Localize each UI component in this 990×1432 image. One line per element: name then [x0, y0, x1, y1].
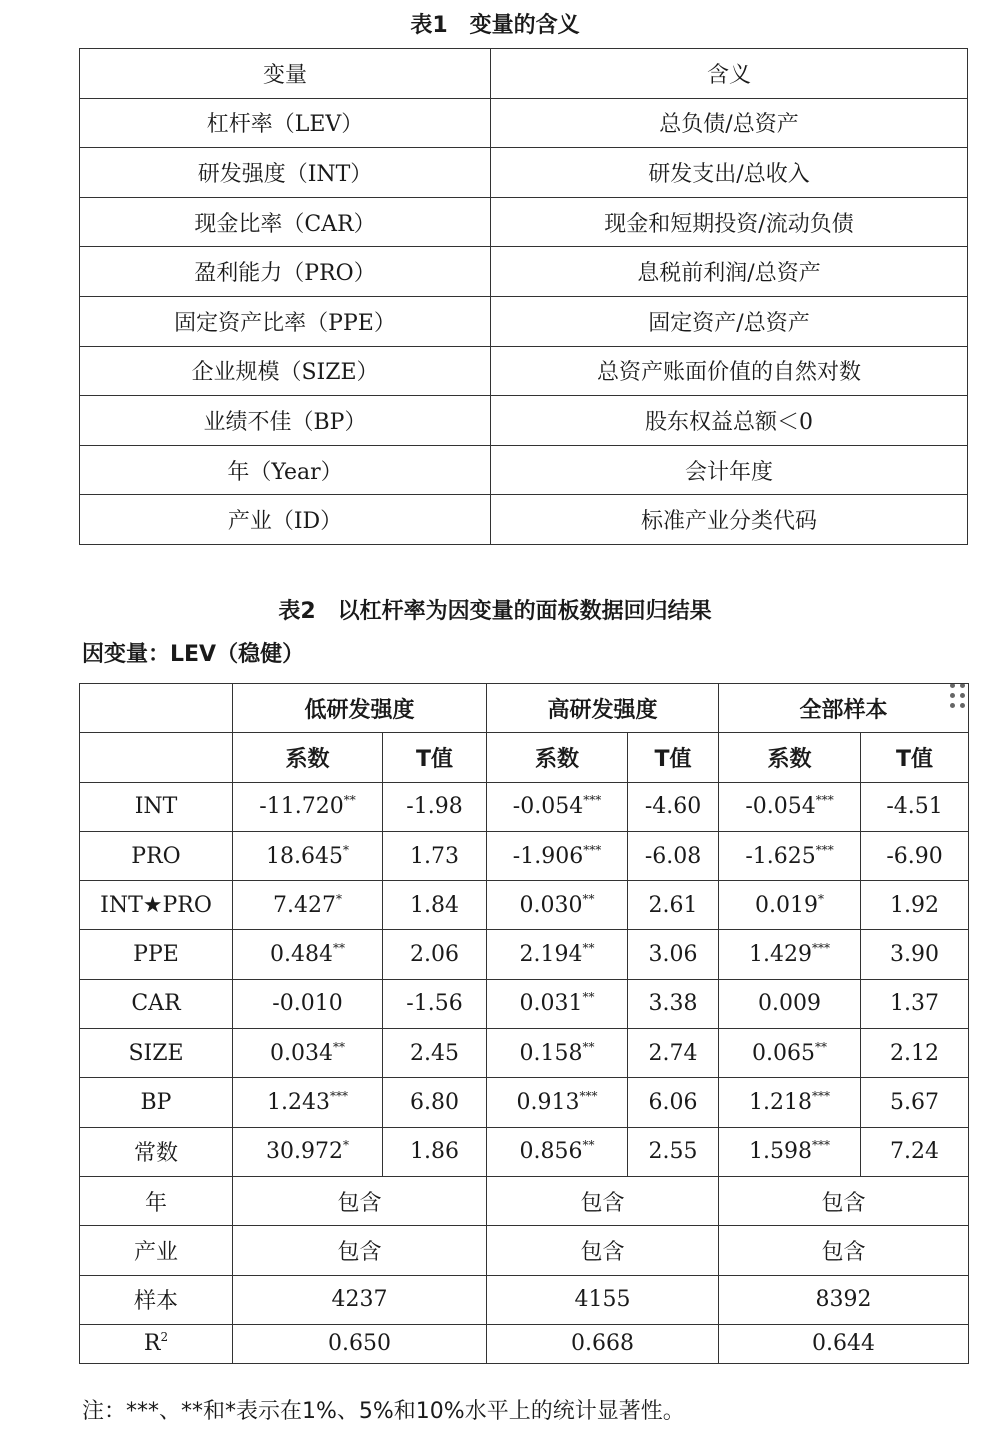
table1-row [80, 98, 968, 148]
table1-row [80, 396, 968, 446]
variable-label-cell: 年 [80, 1176, 233, 1225]
significance-stars: ** [582, 990, 595, 1005]
t-value-cell [861, 881, 969, 930]
significance-stars: *** [583, 793, 602, 808]
cell-value: 1.429 [749, 942, 813, 968]
variable-name-cell: 现金比率（CAR） [80, 197, 491, 247]
coefficient-cell [719, 881, 861, 930]
summary-value-cell: 4155 [487, 1275, 719, 1324]
group-header-cell: 高研发强度 [487, 684, 719, 733]
variable-label-cell: INT [80, 782, 233, 831]
coefficient-cell [233, 1127, 383, 1176]
variable-definition-cell: 现金和短期投资/流动负债 [491, 197, 968, 247]
t-value-cell [861, 1127, 969, 1176]
variable-definition-cell: 息税前利润/总资产 [491, 247, 968, 297]
subheader-cell: T值 [628, 733, 719, 782]
cell-value: 2.194 [519, 942, 583, 968]
table1-row [80, 247, 968, 297]
t-value-cell [628, 881, 719, 930]
significance-stars: *** [329, 1089, 348, 1104]
significance-stars: ** [582, 1039, 595, 1054]
subheader-cell: 系数 [487, 733, 628, 782]
cell-value: 1.84 [410, 892, 459, 918]
cell-value: 1.598 [749, 1139, 813, 1165]
variable-definition-cell: 股东权益总额＜0 [491, 396, 968, 446]
table1-row [80, 495, 968, 545]
table2-corner-cell [80, 733, 233, 782]
summary-value-cell: 包含 [719, 1176, 969, 1225]
significance-stars: *** [815, 793, 834, 808]
variable-definition-cell: 总资产账面价值的自然对数 [491, 346, 968, 396]
cell-value: 1.73 [410, 843, 459, 869]
coefficient-cell [233, 930, 383, 979]
variable-label-cell: INT★PRO [80, 881, 233, 930]
table2-row [80, 831, 969, 880]
coefficient-cell [233, 881, 383, 930]
coefficient-cell [233, 979, 383, 1028]
group-header-cell: 低研发强度 [233, 684, 487, 733]
coefficient-cell [487, 979, 628, 1028]
cell-value: 0.034 [270, 1040, 333, 1066]
cell-value: 7.24 [890, 1139, 940, 1165]
table1-header-cell: 变量 [80, 49, 491, 99]
cell-value: 5.67 [890, 1090, 940, 1116]
cell-value: 30.972 [266, 1139, 343, 1165]
cell-value: 0.913 [516, 1090, 580, 1116]
cell-value: 0.031 [519, 991, 583, 1017]
variable-label-cell: SIZE [80, 1029, 233, 1078]
t-value-cell [628, 782, 719, 831]
t-value-cell [861, 831, 969, 880]
table1-row [80, 197, 968, 247]
variable-label-cell: PPE [80, 930, 233, 979]
coefficient-cell [487, 1127, 628, 1176]
table2-row [80, 881, 969, 930]
significance-stars: ** [815, 1039, 828, 1054]
cell-value: 1.92 [890, 892, 940, 918]
variable-label-cell: BP [80, 1078, 233, 1127]
table2-group-header-row [80, 684, 969, 733]
significance-stars: ** [582, 1138, 595, 1153]
cell-value: 6.06 [648, 1090, 698, 1116]
group-header-cell: 全部样本 [719, 684, 969, 733]
cell-value: 18.645 [266, 843, 343, 869]
cell-value: 2.12 [890, 1040, 940, 1066]
t-value-cell [383, 1127, 487, 1176]
cell-value: -1.56 [406, 991, 463, 1017]
t-value-cell [383, 1029, 487, 1078]
t-value-cell [628, 1078, 719, 1127]
significance-stars: * [335, 891, 342, 906]
coefficient-cell [719, 930, 861, 979]
table2-subheader-row [80, 733, 969, 782]
coefficient-cell [233, 1078, 383, 1127]
coefficient-cell [487, 1029, 628, 1078]
t-value-cell [861, 782, 969, 831]
t-value-cell [861, 979, 969, 1028]
coefficient-cell [233, 831, 383, 880]
t-value-cell [628, 1029, 719, 1078]
summary-value-cell: 包含 [487, 1226, 719, 1275]
r2-superscript: 2 [160, 1330, 169, 1345]
cell-value: 0.009 [758, 991, 822, 1017]
coefficient-cell [233, 1029, 383, 1078]
cell-value: 1.37 [890, 991, 940, 1017]
table2-title: 表2 以杠杆率为因变量的面板数据回归结果 [278, 599, 712, 624]
table2-row [80, 1078, 969, 1127]
variable-label-cell: 产业 [80, 1226, 233, 1275]
cell-value: 0.019 [755, 892, 819, 918]
coefficient-cell [719, 1029, 861, 1078]
table-note: 注：***、**和*表示在1%、5%和10%水平上的统计显著性。 [82, 1399, 685, 1424]
table2-summary-row [80, 1176, 969, 1225]
t-value-cell [861, 1078, 969, 1127]
r2-label: R [143, 1331, 161, 1357]
cell-value: 1.86 [410, 1139, 459, 1165]
cell-value: -4.51 [886, 794, 943, 820]
t-value-cell [861, 930, 969, 979]
significance-stars: ** [332, 1039, 345, 1054]
t-value-cell [383, 831, 487, 880]
coefficient-cell [487, 881, 628, 930]
coefficient-cell [719, 979, 861, 1028]
table2-row [80, 930, 969, 979]
table1-header-cell: 含义 [491, 49, 968, 99]
summary-value-cell: 包含 [233, 1226, 487, 1275]
variable-name-cell: 研发强度（INT） [80, 148, 491, 198]
table1-row [80, 148, 968, 198]
significance-stars: ** [582, 891, 595, 906]
table1-header-row [80, 49, 968, 99]
cell-value: 3.06 [648, 942, 698, 968]
variable-definition-cell: 固定资产/总资产 [491, 296, 968, 346]
variable-name-cell: 盈利能力（PRO） [80, 247, 491, 297]
table1-row [80, 346, 968, 396]
cell-value: -0.054 [745, 794, 816, 820]
variable-definition-cell: 总负债/总资产 [491, 98, 968, 148]
cell-value: 7.427 [273, 892, 336, 918]
variable-definition-cell: 研发支出/总收入 [491, 148, 968, 198]
variable-definition-cell: 标准产业分类代码 [491, 495, 968, 545]
cell-value: 2.74 [648, 1040, 698, 1066]
subheader-cell: 系数 [719, 733, 861, 782]
table1-row [80, 445, 968, 495]
cell-value: 0.030 [519, 892, 583, 918]
cell-value: 0.484 [270, 942, 333, 968]
coefficient-cell [719, 1127, 861, 1176]
table2-row [80, 1029, 969, 1078]
coefficient-cell [719, 831, 861, 880]
cell-value: -1.625 [745, 843, 816, 869]
cell-value: -11.720 [259, 794, 344, 820]
r2-value-cell: 0.668 [487, 1324, 719, 1363]
variable-label-cell: PRO [80, 831, 233, 880]
cell-value: 2.61 [648, 892, 698, 918]
cell-value: -6.08 [644, 843, 702, 869]
summary-value-cell: 包含 [719, 1226, 969, 1275]
r2-label-cell [80, 1324, 233, 1363]
significance-stars: *** [812, 1138, 831, 1153]
t-value-cell [628, 930, 719, 979]
summary-value-cell: 包含 [487, 1176, 719, 1225]
coefficient-cell [719, 1078, 861, 1127]
table2-row [80, 1127, 969, 1176]
significance-stars: *** [812, 941, 831, 956]
significance-stars: ** [332, 941, 345, 956]
t-value-cell [383, 930, 487, 979]
coefficient-cell [487, 930, 628, 979]
t-value-cell [383, 782, 487, 831]
cell-value: -6.90 [886, 843, 943, 869]
significance-stars: *** [815, 842, 834, 857]
variable-name-cell: 企业规模（SIZE） [80, 346, 491, 396]
variable-label-cell: 常数 [80, 1127, 233, 1176]
coefficient-cell [487, 1078, 628, 1127]
variable-name-cell: 产业（ID） [80, 495, 491, 545]
t-value-cell [383, 1078, 487, 1127]
table1 [79, 48, 968, 545]
t-value-cell [628, 831, 719, 880]
subheader-cell: 系数 [233, 733, 383, 782]
t-value-cell [628, 1127, 719, 1176]
variable-label-cell: CAR [80, 979, 233, 1028]
table1-row [80, 296, 968, 346]
variable-name-cell: 年（Year） [80, 445, 491, 495]
significance-stars: *** [579, 1089, 598, 1104]
t-value-cell [383, 881, 487, 930]
cell-value: 2.55 [648, 1139, 698, 1165]
variable-name-cell: 固定资产比率（PPE） [80, 296, 491, 346]
cell-value: -0.054 [512, 794, 584, 820]
subheader-cell: T值 [383, 733, 487, 782]
cell-value: 6.80 [410, 1090, 459, 1116]
table1-title: 表1 变量的含义 [410, 13, 580, 38]
table2-corner-cell [80, 684, 233, 733]
cell-value: -1.98 [406, 794, 463, 820]
cell-value: 0.158 [519, 1040, 583, 1066]
dependent-variable-label: 因变量：LEV（稳健） [82, 642, 305, 667]
subheader-cell: T值 [861, 733, 969, 782]
cell-value: 2.45 [410, 1040, 459, 1066]
r2-value-cell: 0.644 [719, 1324, 969, 1363]
table2 [79, 683, 969, 1364]
table2-summary-row [80, 1275, 969, 1324]
cell-value: -4.60 [644, 794, 702, 820]
significance-stars: ** [582, 941, 595, 956]
summary-value-cell: 4237 [233, 1275, 487, 1324]
variable-definition-cell: 会计年度 [491, 445, 968, 495]
variable-name-cell: 杠杆率（LEV） [80, 98, 491, 148]
r2-value-cell: 0.650 [233, 1324, 487, 1363]
table2-r2-row [80, 1324, 969, 1363]
summary-value-cell: 包含 [233, 1176, 487, 1225]
summary-value-cell: 8392 [719, 1275, 969, 1324]
cell-value: -0.010 [272, 991, 343, 1017]
cell-value: 0.065 [752, 1040, 816, 1066]
significance-stars: * [342, 842, 349, 857]
significance-stars: * [818, 891, 825, 906]
t-value-cell [383, 979, 487, 1028]
significance-stars: *** [812, 1089, 831, 1104]
table2-summary-row [80, 1226, 969, 1275]
significance-stars: * [342, 1138, 349, 1153]
cell-value: 1.243 [267, 1090, 330, 1116]
t-value-cell [861, 1029, 969, 1078]
significance-stars: ** [343, 793, 356, 808]
variable-name-cell: 业绩不佳（BP） [80, 396, 491, 446]
coefficient-cell [719, 782, 861, 831]
cell-value: 3.90 [890, 942, 940, 968]
coefficient-cell [487, 782, 628, 831]
variable-label-cell: 样本 [80, 1275, 233, 1324]
table2-row [80, 782, 969, 831]
cell-value: 0.856 [519, 1139, 583, 1165]
cell-value: 2.06 [410, 942, 459, 968]
cell-value: -1.906 [512, 843, 584, 869]
table2-row [80, 979, 969, 1028]
cell-value: 1.218 [749, 1090, 813, 1116]
significance-stars: *** [583, 842, 602, 857]
cell-value: 3.38 [648, 991, 698, 1017]
coefficient-cell [233, 782, 383, 831]
t-value-cell [628, 979, 719, 1028]
coefficient-cell [487, 831, 628, 880]
